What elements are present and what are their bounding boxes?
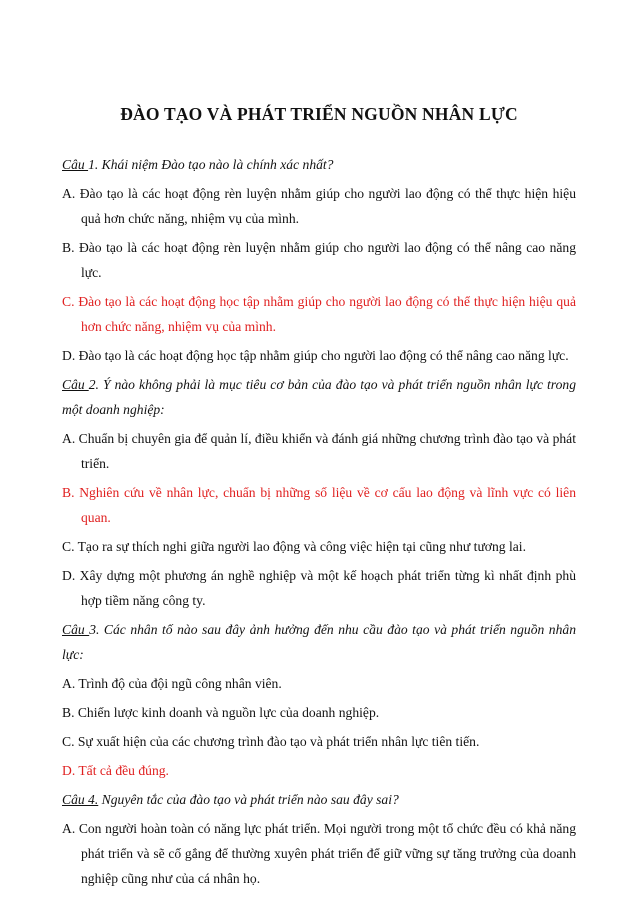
question-list [62, 152, 576, 895]
question-3 [62, 617, 576, 667]
option-3a: A. Trình độ của đội ngũ công nhân viên. [62, 676, 282, 691]
option-4a: A. Con người hoàn toàn có năng lực phát triển. Mọi người trong một tổ chức đều có khả năng phát triển và sẽ cố gắng để thường xuyên phát triển để giữ vững sự tăng trưởng của doanh nghiệp cũng như của cá nhân họ. [62, 821, 576, 886]
option-2a: A. Chuẩn bị chuyên gia để quản lí, điều khiển và đánh giá những chương trình đào tạo và phát triển. [62, 431, 576, 471]
option-2d: D. Xây dựng một phương án nghề nghiệp và một kế hoạch phát triển từng kì nhất định phù hợp tiềm năng công ty. [62, 568, 576, 608]
option-3c: C. Sự xuất hiện của các chương trình đào tạo và phát triển nhân lực tiên tiến. [62, 734, 480, 749]
document-title: ĐÀO TẠO VÀ PHÁT TRIỂN NGUỒN NHÂN LỰC [120, 104, 518, 124]
question-text: 2. Ý nào không phải là mục tiêu cơ bản của đào tạo và phát triển nguồn nhân lực trong một doanh nghiệp: [62, 377, 576, 417]
question-number: Câu [62, 157, 89, 172]
question-text: 3. Các nhân tố nào sau đây ảnh hưởng đến nhu cầu đào tạo và phát triển nguồn nhân lực: [62, 622, 576, 662]
question-number: Câu [62, 377, 89, 392]
option-3b: B. Chiến lược kinh doanh và nguồn lực của doanh nghiệp. [62, 705, 380, 720]
question-4 [62, 787, 576, 812]
question-2 [62, 372, 576, 422]
question-text: Nguyên tắc của đào tạo và phát triển nào sau đây sai? [98, 792, 399, 807]
option-2c: C. Tạo ra sự thích nghi giữa người lao động và công việc hiện tại cũng như tương lai. [62, 539, 526, 554]
question-text: 1. Khái niệm Đào tạo nào là chính xác nhất? [88, 157, 334, 172]
option-1d: D. Đào tạo là các hoạt động học tập nhằm giúp cho người lao động có thể nâng cao năng lực. [62, 348, 569, 363]
option-1a: A. Đào tạo là các hoạt động rèn luyện nhằm giúp cho người lao động có thể thực hiện hiệu quả hơn chức năng, nhiệm vụ của mình. [62, 186, 576, 226]
question-number: Câu [62, 622, 90, 637]
option-2b-correct: B. Nghiên cứu về nhân lực, chuẩn bị những số liệu về cơ cấu lao động và lĩnh vực có liên quan. [62, 485, 576, 525]
question-1 [62, 152, 576, 177]
option-1c-correct: C. Đào tạo là các hoạt động học tập nhằm giúp cho người lao động có thể thực hiện hiệu quả hơn chức năng, nhiệm vụ của mình. [62, 294, 576, 334]
option-1b: B. Đào tạo là các hoạt động rèn luyện nhằm giúp cho người lao động có thể nâng cao năng lực. [62, 240, 576, 280]
option-3d-correct: D. Tất cả đều đúng. [62, 763, 169, 778]
question-number: Câu 4. [62, 792, 99, 807]
